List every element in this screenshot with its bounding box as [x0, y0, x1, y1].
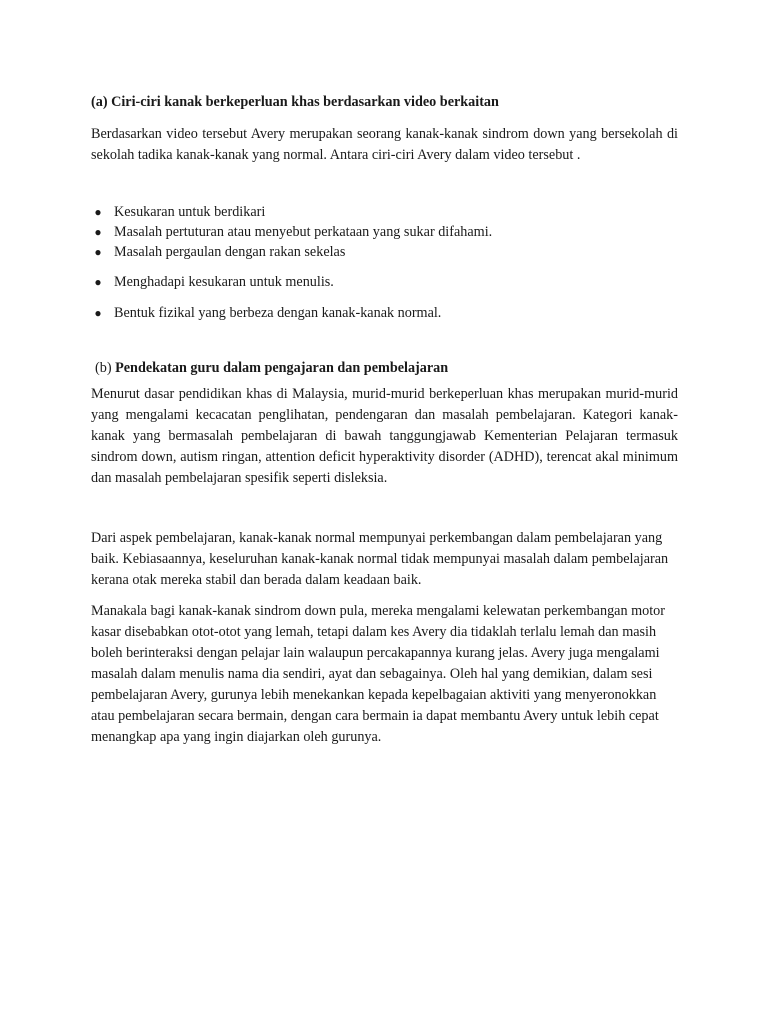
- list-item: [91, 303, 678, 324]
- list-item: [91, 272, 678, 293]
- section-b-heading-text: Pendekatan guru dalam pengajaran dan pembelajaran: [115, 360, 449, 376]
- list-item: [91, 222, 678, 243]
- bullet-icon: ●: [94, 225, 102, 239]
- section-a-heading: (a) Ciri-ciri kanak berkeperluan khas berdasarkan video berkaitan: [91, 94, 499, 110]
- bullet-text: Bentuk fizikal yang berbeza dengan kanak-kanak normal.: [114, 305, 442, 321]
- bullet-text: Masalah pergaulan dengan rakan sekelas: [114, 244, 346, 260]
- list-item: [91, 202, 678, 223]
- bullet-icon: ●: [94, 275, 102, 289]
- section-b-paragraph-3: Manakala bagi kanak-kanak sindrom down pula, mereka mengalami kelewatan perkembangan motor kasar disebabkan otot-otot yang lemah, tetapi dalam kes Avery dia tidaklah terlalu lemah dan masih boleh berinteraksi dengan pelajar lain walaupun percakapannya kurang jelas. Avery juga mengalami masalah dalam menulis nama dia sendiri, ayat dan sebagainya. Oleh hal yang demikian, dalam sesi pembelajaran Avery, gurunya lebih menekankan kepada kepelbagaian aktiviti yang menyeronokkan atau pembelajaran secara bermain, dengan cara bermain ia dapat membantu Avery untuk lebih cepat menangkap apa yang ingin diajarkan oleh gurunya.: [91, 603, 665, 745]
- bullet-text: Masalah pertuturan atau menyebut perkataan yang sukar difahami.: [114, 224, 493, 240]
- bullet-text: Menghadapi kesukaran untuk menulis.: [114, 274, 334, 290]
- section-b-heading-prefix: (b): [95, 360, 116, 376]
- bullet-icon: ●: [94, 245, 102, 259]
- section-b-paragraph-2: Dari aspek pembelajaran, kanak-kanak normal mempunyai perkembangan dalam pembelajaran yang baik. Kebiasaannya, keseluruhan kanak-kanak normal tidak mempunyai masalah dalam pembelajaran kerana otak mereka stabil dan berada dalam keadaan baik.: [91, 530, 669, 588]
- bullet-icon: ●: [94, 306, 102, 320]
- bullet-icon: ●: [94, 205, 102, 219]
- list-item: [91, 242, 678, 263]
- section-a-intro: Berdasarkan video tersebut Avery merupakan seorang kanak-kanak sindrom down yang bersekolah di sekolah tadika kanak-kanak yang normal. Antara ciri-ciri Avery dalam video tersebut .: [91, 126, 678, 163]
- bullet-text: Kesukaran untuk berdikari: [114, 204, 266, 220]
- section-b-heading: [95, 358, 448, 379]
- section-b-paragraph-1: Menurut dasar pendidikan khas di Malaysia, murid-murid berkeperluan khas merupakan murid-murid yang mengalami kecacatan penglihatan, pendengaran dan masalah pembelajaran. Kategori kanak-kanak yang bermasalah pembelajaran di bawah tanggungjawab Kementerian Pelajaran termasuk sindrom down, autism ringan, attention deficit hyperaktivity disorder (ADHD), terencat akal minimum dan masalah pembelajaran spesifik seperti disleksia.: [91, 386, 678, 486]
